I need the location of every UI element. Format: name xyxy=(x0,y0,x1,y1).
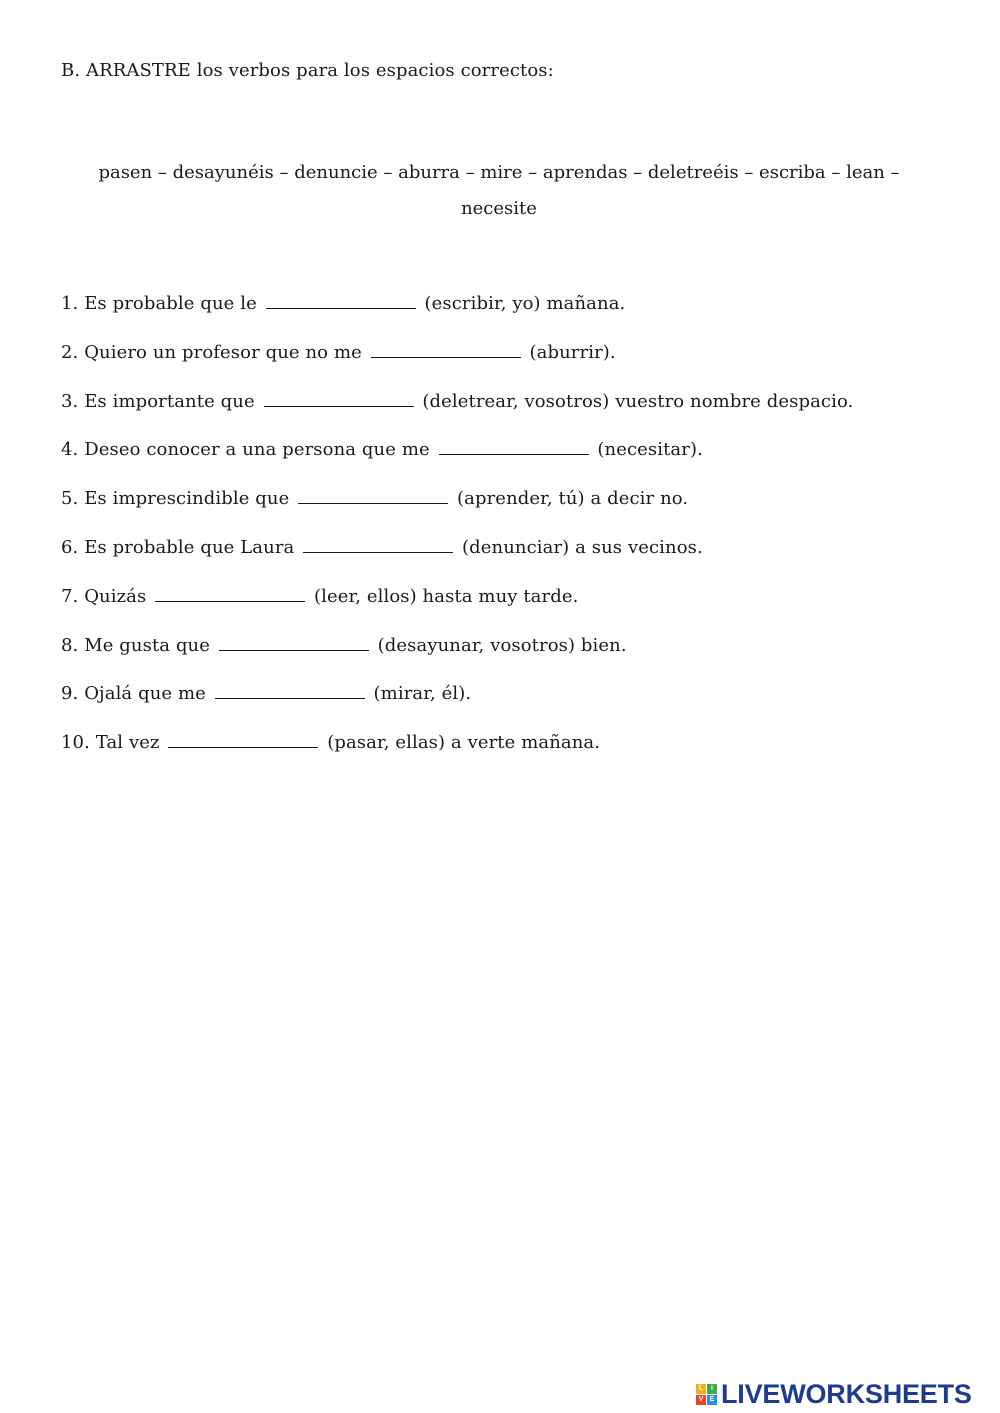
answer-blank-7[interactable] xyxy=(155,583,305,602)
exercise-item-6 xyxy=(61,534,853,583)
answer-blank-6[interactable] xyxy=(303,534,453,553)
exercise-item-3 xyxy=(61,388,853,437)
exercise-text-before: 9. Ojalá que me xyxy=(61,683,206,705)
answer-blank-1[interactable] xyxy=(266,290,416,309)
logo-letter-i: I xyxy=(707,1384,717,1394)
exercise-text-before: 6. Es probable que Laura xyxy=(61,536,295,558)
logo-letter-v: V xyxy=(696,1395,706,1405)
exercise-text-before: 4. Deseo conocer a una persona que me xyxy=(61,439,430,461)
exercise-item-4 xyxy=(61,436,853,485)
exercise-text-before: 8. Me gusta que xyxy=(61,634,211,656)
word-bank xyxy=(40,155,958,227)
exercise-text-before: 10. Tal vez xyxy=(61,732,160,754)
exercise-item-2 xyxy=(61,339,853,388)
exercise-text-before: 5. Es imprescindible que xyxy=(61,488,290,510)
exercise-text-before: 7. Quizás xyxy=(61,585,147,607)
logo-letter-l: L xyxy=(696,1384,706,1394)
exercise-text-after: (escribir, yo) mañana. xyxy=(424,293,626,314)
exercise-text-after: (desayunar, vosotros) bien. xyxy=(377,634,627,656)
liveworksheets-logo[interactable] xyxy=(696,1379,972,1409)
exercise-text-after: (aprender, tú) a decir no. xyxy=(457,488,689,510)
answer-blank-10[interactable] xyxy=(168,729,318,748)
answer-blank-5[interactable] xyxy=(298,485,448,504)
answer-blank-2[interactable] xyxy=(371,339,521,358)
exercise-item-1 xyxy=(61,290,853,339)
exercise-item-8 xyxy=(61,632,853,681)
instruction-text: B. ARRASTRE los verbos para los espacios correctos: xyxy=(61,60,554,81)
answer-blank-8[interactable] xyxy=(219,632,369,651)
exercise-text-before: 1. Es probable que le xyxy=(61,293,257,314)
answer-blank-9[interactable] xyxy=(215,680,365,699)
exercise-text-after: (denunciar) a sus vecinos. xyxy=(462,536,703,558)
liveworksheets-logo-icon xyxy=(696,1384,717,1405)
exercise-text-after: (pasar, ellas) a verte mañana. xyxy=(327,732,601,754)
word-bank-line-1: pasen – desayunéis – denuncie – aburra – mire – aprendas – deletreéis – escriba – lean – xyxy=(98,162,900,183)
exercise-text-after: (necesitar). xyxy=(597,439,703,461)
liveworksheets-wordmark: LIVEWORKSHEETS xyxy=(721,1378,972,1409)
logo-letter-e: E xyxy=(707,1395,717,1405)
exercise-text-after: (deletrear, vosotros) vuestro nombre despacio. xyxy=(422,390,854,412)
answer-blank-3[interactable] xyxy=(264,388,414,407)
exercise-item-9 xyxy=(61,680,853,729)
exercise-text-after: (mirar, él). xyxy=(373,683,472,705)
exercise-text-after: (leer, ellos) hasta muy tarde. xyxy=(314,585,579,607)
exercise-list xyxy=(61,290,853,778)
exercise-item-7 xyxy=(61,583,853,632)
answer-blank-4[interactable] xyxy=(439,436,589,455)
exercise-item-5 xyxy=(61,485,853,534)
exercise-text-before: 3. Es importante que xyxy=(61,390,255,412)
exercise-text-after: (aburrir). xyxy=(529,341,616,363)
exercise-text-before: 2. Quiero un profesor que no me xyxy=(61,341,362,363)
word-bank-line-2: necesite xyxy=(461,198,537,219)
exercise-item-10 xyxy=(61,729,853,778)
